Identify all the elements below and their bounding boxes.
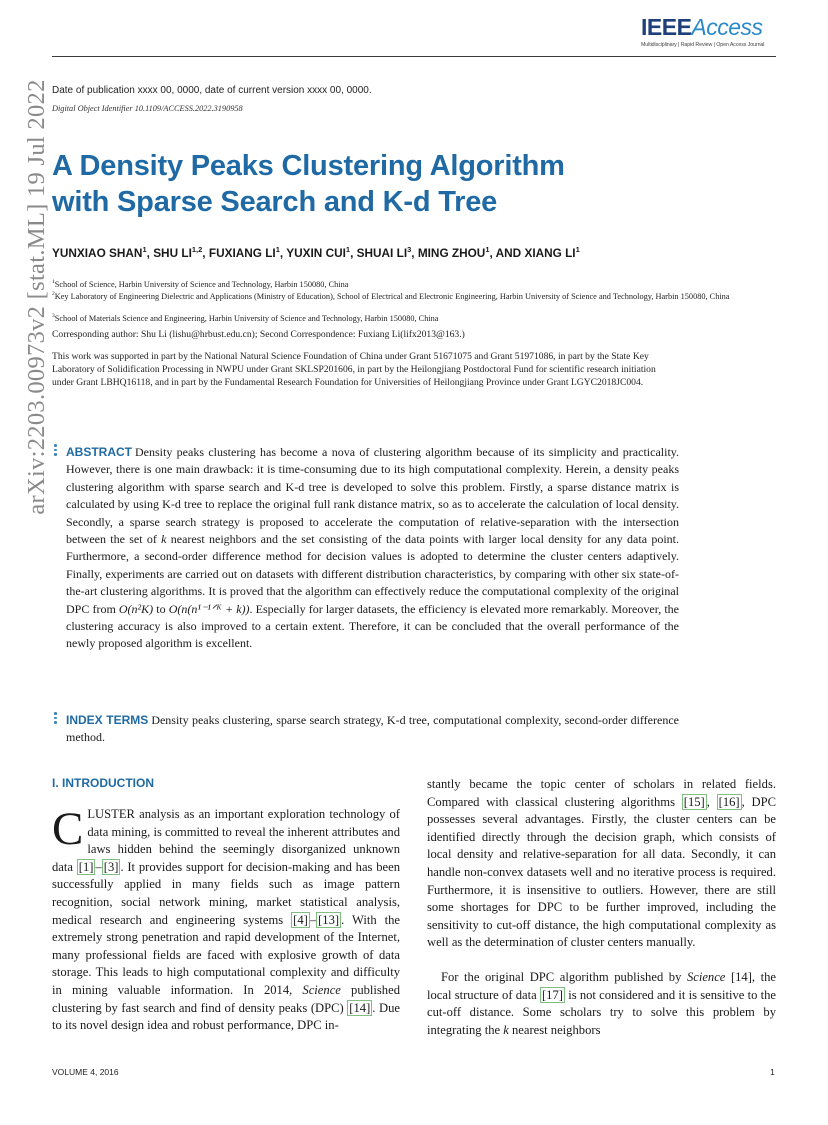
citation-link[interactable]: [13]	[318, 912, 340, 927]
drop-cap: C	[52, 803, 84, 855]
author-sup: 1	[575, 245, 580, 255]
logo-ieee-text: IEEE	[641, 14, 692, 40]
affiliation-text: Key Laboratory of Engineering Dielectric and Applications (Ministry of Education), School of Electrical and Electronic Engineering, Harbin University of Science and Technology, Harbin 150080, China	[54, 292, 730, 301]
abstract-text: Density peaks clustering has become a nova of clustering algorithm because of its simplicity and practicality. However, there is one main drawback: it is time-consuming due to its high computational complexity. Herein, a density peaks clustering algorithm with sparse search and K-d tree is developed to solve this problem. Firstly, a sparse distance matrix is calculated by using K-d tree to replace the original full rank distance matrix, so as to accelerate the calculation of local density. Secondly, a sparse search strategy is proposed to accelerate the computation of relative-separation with the intersection between the set of	[66, 445, 679, 547]
affiliation-2	[52, 291, 772, 302]
affiliation-1	[52, 279, 772, 290]
abstract-dots-decoration	[54, 444, 57, 458]
intro-text: –	[309, 912, 317, 927]
intro-text: . With the extremely strong penetration and rapid development of the Internet, many professional fields are faced with explosive growth of data storage. This leads to high computational complexity and difficulty in mining valuable information. In 2014,	[52, 912, 400, 997]
index-terms	[66, 712, 679, 747]
author-name: MING ZHOU	[417, 246, 486, 260]
author-separator: ,	[279, 246, 287, 260]
abstract-text: nearest neighbors and the set consisting of the data points with larger local density for any data point. Furthermore, a second-order difference method for decision values is adopted to determine the cluster centers adaptively. Finally, experiments are carried out on datasets with different distribution characteristics, by comparing with other six state-of-the-art clustering algorithms. It is proved that the algorithm can effectively reduce the computational complexity of the original DPC from	[66, 532, 679, 616]
logo-tagline: Multidisciplinary | Rapid Review | Open Access Journal	[641, 42, 765, 48]
abstract-text: to	[153, 601, 169, 616]
doi-line: Digital Object Identifier 10.1109/ACCESS.2022.3190958	[52, 104, 243, 113]
intro-paragraph	[427, 969, 776, 1039]
citation-link[interactable]: [16]	[718, 794, 740, 809]
abstract	[66, 444, 679, 653]
index-dots-decoration	[54, 712, 57, 726]
journal-logo	[641, 14, 771, 54]
author-separator: ,	[146, 246, 154, 260]
abstract-text: . Especially for larger datasets, the efficiency is elevated more remarkably. Moreover, the clustering accuracy is also improved to a certain extent. Therefore, it can be concluded that the overall performance of the newly proposed algorithm is excellent.	[66, 601, 679, 651]
math-complexity-original: O(n²K)	[118, 601, 154, 616]
author-name: SHUAI LI	[356, 246, 408, 260]
index-terms-text: Density peaks clustering, sparse search strategy, K-d tree, computational complexity, second-order difference method.	[66, 713, 679, 745]
section-heading-introduction: I. INTRODUCTION	[52, 776, 154, 790]
intro-paragraph	[427, 776, 776, 952]
header-rule	[52, 56, 776, 57]
logo-access-text: Access	[691, 14, 763, 40]
author-separator: ,	[350, 246, 357, 260]
citation-link[interactable]: [1]	[78, 859, 94, 874]
intro-text: nearest neighbors	[508, 1022, 601, 1037]
affiliation-sup: 3	[52, 313, 55, 320]
math-complexity-new: O(n(n¹⁻¹ᐟᴷ + k))	[168, 601, 250, 616]
intro-text: is not considered and it is sensitive to the cut-off distance. Some scholars try to solve this problem by integrating the	[427, 987, 776, 1037]
index-terms-label: INDEX TERMS	[66, 713, 149, 727]
intro-italic: Science	[302, 982, 341, 997]
author-name: YUXIN CUI	[286, 246, 346, 260]
abstract-label: ABSTRACT	[66, 445, 132, 459]
citation-link[interactable]: [14]	[349, 1000, 371, 1015]
intro-text: . Due to its novel design idea and robust performance, DPC in-	[52, 1000, 400, 1033]
intro-text: LUSTER analysis as an important exploration technology of data mining, is committed to reveal the inherent attributes and laws hidden behind the seemingly disorganized unknown data	[52, 807, 401, 874]
intro-left-column	[52, 803, 401, 1035]
footer-volume: VOLUME 4, 2016	[52, 1067, 119, 1077]
funding-note: This work was supported in part by the National Natural Science Foundation of China under Grant 51671075 and Grant 51971086, in part by the State Key Laboratory of Solidification Processing in NWPU under Grant SKLSP201606, in part by the Heilongjiang Postdoctoral Fund for scientific research initiation under Grant LBHQ16118, and in part by the Fundamental Research Foundation for Universities of Heilongjiang Province under Grant LGYC2018JC004.	[52, 351, 656, 389]
math-k: k	[503, 1022, 509, 1037]
intro-text: [14], the local structure of data	[427, 969, 777, 1002]
affiliation-sup: 1	[52, 279, 55, 286]
author-name: SHU LI	[153, 246, 192, 260]
intro-text: –	[95, 859, 102, 874]
intro-paragraph	[52, 803, 401, 1035]
author-sup: 3	[407, 245, 412, 255]
publication-date: Date of publication xxxx 00, 0000, date of current version xxxx 00, 0000.	[52, 85, 372, 96]
intro-text: , DPC possesses several advantages. Firstly, the cluster centers can be identified directly through the decision graph, which consists of local density and relative-separation for all data. Secondly, it can handle non-convex datasets well and no iterative process is required. Furthermore, it is insensitive to outliers. However, there are still some shortages for DPC to be further improved, including the sensitivity to cut-off distance, the high computational complexity as well as the determination of cluster centers manually.	[427, 794, 776, 950]
affiliation-text: School of Materials Science and Engineering, Harbin University of Science and Technology, Harbin 150080, China	[54, 314, 439, 323]
intro-text: ,	[706, 794, 717, 809]
intro-text: . It provides support for decision-making and has been successfully applied in many fields such as image pattern recognition, social network mining, market statistical analysis, medical research and engineering systems	[52, 859, 400, 927]
intro-right-column	[427, 776, 776, 1039]
citation-link[interactable]: [17]	[541, 987, 563, 1002]
citation-link[interactable]: [15]	[683, 794, 705, 809]
affiliation-3	[52, 313, 772, 324]
author-sup: 1	[142, 245, 147, 255]
author-name: YUNXIAO SHAN	[52, 246, 143, 260]
affiliation-sup: 2	[52, 291, 55, 298]
intro-text: For the original DPC algorithm published by	[441, 969, 687, 984]
footer-page-number: 1	[770, 1067, 775, 1077]
arxiv-stamp-text: arXiv:2203.00973v2 [stat.ML] 19 Jul 2022	[23, 79, 50, 515]
author-sup: 1	[275, 245, 280, 255]
citation-link[interactable]: [4]	[293, 912, 308, 927]
paper-title	[52, 148, 752, 220]
corresponding-author: Corresponding author: Shu Li (lishu@hrbust.edu.cn); Second Correspondence: Fuxiang Li(lifx2013@163.)	[52, 329, 465, 340]
affiliation-text: School of Science, Harbin University of Science and Technology, Harbin 150080, China	[54, 280, 349, 289]
author-name: XIANG LI	[524, 246, 576, 260]
author-name: FUXIANG LI	[208, 246, 276, 260]
author-separator: ,	[202, 246, 209, 260]
title-line-2: with Sparse Search and K-d Tree	[52, 186, 498, 218]
citation-link[interactable]: [3]	[103, 859, 119, 874]
intro-text: published clustering by fast search and find of density peaks (DPC)	[52, 982, 400, 1015]
math-k: k	[161, 532, 167, 547]
author-separator: ,	[411, 246, 418, 260]
title-line-1: A Density Peaks Clustering Algorithm	[52, 150, 565, 182]
author-sup: 1	[485, 245, 490, 255]
author-separator: , AND	[489, 246, 525, 260]
author-sup: 1,2	[191, 245, 203, 255]
author-list	[52, 245, 672, 261]
intro-italic: Science	[686, 969, 726, 984]
intro-text: stantly became the topic center of scholars in related fields. Compared with classical clustering algorithms	[427, 777, 776, 809]
author-sup: 1	[345, 245, 351, 255]
